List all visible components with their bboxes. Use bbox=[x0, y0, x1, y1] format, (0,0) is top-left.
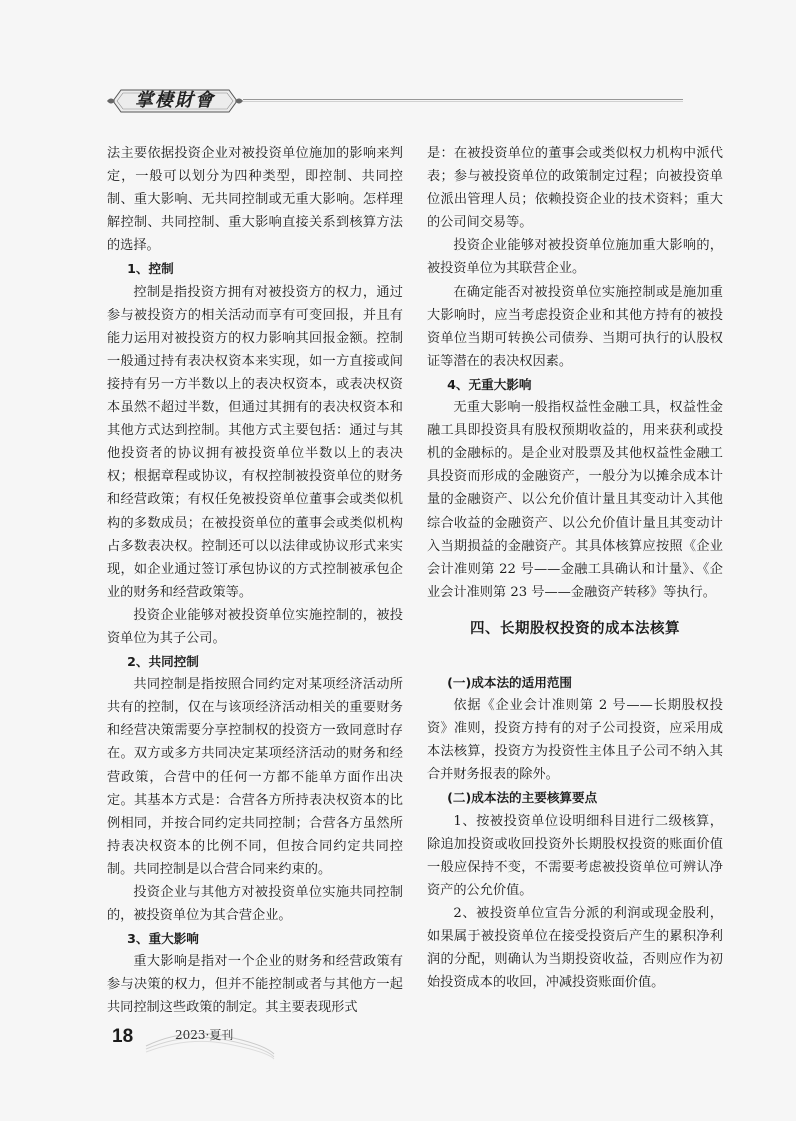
issue-label: 2023·夏刊 bbox=[175, 1028, 234, 1042]
paragraph: 投资企业与其他方对被投资单位实施共同控制的，被投资单位为其合营企业。 bbox=[107, 885, 403, 924]
header-banner bbox=[107, 86, 243, 116]
right-column bbox=[427, 142, 723, 994]
paragraph: 依据《企业会计准则第 2 号——长期股权投资》准则，投资方持有的对子公司投资，应采用成本法核算，投资方为投资性主体且子公司不纳入其合并财务报表的除外。 bbox=[427, 698, 723, 783]
header-rule bbox=[243, 99, 683, 102]
paragraph: 无重大影响一般指权益性金融工具，权益性金融工具即投资具有股权预期收益的，用来获利或投机的金融标的。是企业对股票及其他权益性金融工具投资而形成的金融资产，一般分为以摊余成本计量的金融资产、以公允价值计量且其变动计入其他综合收益的金融资产、以公允价值计量且其变动计入当期损益的金融资产。其具体核算应按照《企业会计准则第 22 号——金融工具确认和计量》、《企业会计准则第 23 号——金融资产转移》等执行。 bbox=[427, 400, 723, 600]
banner-title: 掌棲財會 bbox=[135, 90, 215, 111]
subheading-scope: (一)成本法的适用范围 bbox=[447, 674, 573, 690]
paragraph: 投资企业能够对被投资单位施加重大影响的，被投资单位为其联营企业。 bbox=[427, 238, 723, 277]
page-number: 18 bbox=[112, 1026, 134, 1047]
subheading-joint-control: 2、共同控制 bbox=[127, 654, 199, 670]
subheading-key-points: (二)成本法的主要核算要点 bbox=[447, 790, 598, 806]
paragraph: 控制是指投资方拥有对被投资方的权力，通过参与被投资方的相关活动而享有可变回报，并且有能力运用对被投资方的权力影响其回报金额。控制一般通过持有表决权资本来实现，如一方直接或间接持有另一方半数以上的表决权资本，或表决权资本虽然不超过半数，但通过其拥有的表决权资本和其他方式达到控制。其他方式主要包括：通过与其他投资者的协议拥有被投资单位半数以上的表决权；根据章程或协议，有权控制被投资单位的财务和经营政策；有权任免被投资单位董事会或类似机构的多数成员；在被投资单位的董事会或类似机构占多数表决权。控制还可以以法律或协议形式来实现，如企业通过签订承包协议的方式控制被承包企业的财务和经营政策等。 bbox=[107, 284, 403, 600]
paragraph: 投资企业能够对被投资单位实施控制的，被投资单位为其子公司。 bbox=[107, 607, 403, 646]
paragraph: 法主要依据投资企业对被投资单位施加的影响来判定，一般可以划分为四种类型，即控制、共同控制、重大影响、无共同控制或无重大影响。怎样理解控制、共同控制、重大影响直接关系到核算方法的选择。 bbox=[107, 146, 403, 254]
paragraph: 在确定能否对被投资单位实施控制或是施加重大影响时，应当考虑投资企业和其他方持有的被投资单位当期可转换公司债券、当期可执行的认股权证等潜在的表决权因素。 bbox=[427, 284, 723, 369]
paragraph: 重大影响是指对一个企业的财务和经营政策有参与决策的权力，但并不能控制或者与其他方一起共同控制这些政策的制定。其主要表现形式 bbox=[107, 954, 403, 1016]
section-title: 四、长期股权投资的成本法核算 bbox=[470, 620, 680, 637]
paragraph: 2、被投资单位宣告分派的利润或现金股利，如果属于被投资单位在接受投资后产生的累积净利润的分配，则确认为当期投资收益，否则应作为初始投资成本的收回，冲减投资账面价值。 bbox=[427, 905, 723, 991]
paragraph: 共同控制是指按照合同约定对某项经济活动所共有的控制，仅在与该项经济活动相关的重要财务和经营决策需要分享控制权的投资方一致同意时存在。双方或多方共同决定某项经济活动的财务和经营政策，合营中的任何一方都不能单方面作出决定。其基本方式是：合营各方所持表决权资本的比例相同，并按合同约定共同控制；合营各方虽然所持表决权资本的比例不同，但按合同约定共同控制。共同控制是以合营合同来约束的。 bbox=[107, 677, 403, 877]
paragraph: 1、按被投资单位设明细科目进行二级核算，除追加投资或收回投资外长期股权投资的账面价值一般应保持不变，不需要考虑被投资单位可辨认净资产的公允价值。 bbox=[427, 813, 723, 898]
left-column bbox=[107, 142, 403, 1020]
paragraph: 是：在被投资单位的董事会或类似权力机构中派代表；参与被投资单位的政策制定过程；向被投资单位派出管理人员；依赖投资企业的技术资料；重大的公司间交易等。 bbox=[427, 146, 723, 231]
subheading-no-significant-influence: 4、无重大影响 bbox=[447, 376, 532, 392]
subheading-significant-influence: 3、重大影响 bbox=[127, 931, 199, 947]
subheading-control: 1、控制 bbox=[127, 261, 174, 277]
